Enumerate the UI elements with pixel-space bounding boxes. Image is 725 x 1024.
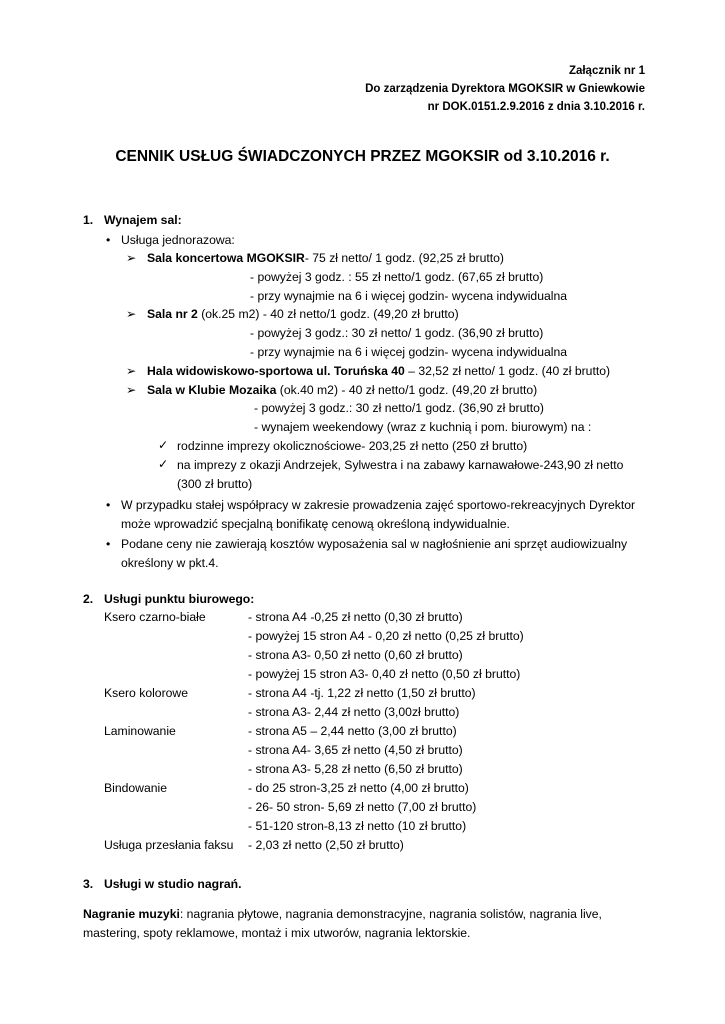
section-2-heading: Usługi punktu biurowego: xyxy=(104,592,255,606)
office-service-label: Bindowanie xyxy=(104,781,168,795)
mozaika-line xyxy=(147,381,537,400)
office-service-price: - strona A3- 2,44 zł netto (3,00zł brutto) xyxy=(248,705,460,719)
office-service-price: - strona A4 -tj. 1,22 zł netto (1,50 zł brutto) xyxy=(248,686,476,700)
office-service-price: - powyżej 15 stron A3- 0,40 zł netto (0,50 zł brutto) xyxy=(248,667,521,681)
checkmark-icon: ✓ xyxy=(158,438,169,452)
office-service-label: Laminowanie xyxy=(104,724,176,738)
sports-hall-price: – 32,52 zł netto/ 1 godz. (40 zł brutto) xyxy=(404,364,611,378)
office-service-price: - 26- 50 stron- 5,69 zł netto (7,00 zł brutto) xyxy=(248,800,477,814)
office-service-price: - strona A4- 3,65 zł netto (4,50 zł brutto) xyxy=(248,743,463,757)
page-title: CENNIK USŁUG ŚWIADCZONYCH PRZEZ MGOKSIR od 3.10.2016 r. xyxy=(115,148,610,165)
office-service-price: - powyżej 15 stron A4 - 0,20 zł netto (0,25 zł brutto) xyxy=(248,629,524,643)
office-service-price: - do 25 stron-3,25 zł netto (4,00 zł brutto) xyxy=(248,781,469,795)
room2-over3: - powyżej 3 godz.: 30 zł netto/ 1 godz. (36,90 zł brutto) xyxy=(250,326,544,340)
office-service-price: - strona A4 -0,25 zł netto (0,30 zł brutto) xyxy=(248,610,463,624)
bullet-icon: • xyxy=(106,537,111,551)
bullet-single-service: Usługa jednorazowa: xyxy=(121,233,235,247)
office-service-price: - strona A3- 0,50 zł netto (0,60 zł brutto) xyxy=(248,648,463,662)
mozaika-holiday-events: na imprezy z okazji Andrzejek, Sylwestra i na zabawy karnawałowe-243,90 zł netto xyxy=(177,458,624,472)
concert-hall-long: - przy wynajmie na 6 i więcej godzin- wycena indywidualna xyxy=(250,289,568,303)
checkmark-icon: ✓ xyxy=(158,457,169,471)
header-reference: nr DOK.0151.2.9.2016 z dnia 3.10.2016 r. xyxy=(427,101,645,113)
concert-hall-price: - 75 zł netto/ 1 godz. (92,25 zł brutto) xyxy=(304,251,504,265)
mozaika-price: (ok.40 m2) - 40 zł netto/1 godz. (49,20 zł brutto) xyxy=(276,383,538,397)
office-service-price: - 2,03 zł netto (2,50 zł brutto) xyxy=(248,838,404,852)
room2-size: (ok.25 m2) xyxy=(197,307,260,321)
office-service-price: - strona A5 – 2,44 netto (3,00 zł brutto) xyxy=(248,724,457,738)
sports-hall-name: Hala widowiskowo-sportowa ul. Toruńska 40 xyxy=(147,364,405,378)
bullet-cooperation-line2: może wprowadzić specjalną bonifikatę cenową określoną indywidualnie. xyxy=(121,517,510,531)
bullet-prices-note-line1: Podane ceny nie zawierają kosztów wyposażenia sal w nagłośnienie ani sprzęt audiowizualny xyxy=(121,537,628,551)
room2-name: Sala nr 2 xyxy=(147,307,198,321)
arrow-bullet-icon: ➢ xyxy=(126,364,137,378)
arrow-bullet-icon: ➢ xyxy=(126,307,137,321)
concert-hall-line xyxy=(147,249,504,268)
header-attachment-number: Załącznik nr 1 xyxy=(568,65,645,77)
section-2-number: 2. xyxy=(83,592,94,606)
room2-price: - 40 zł netto/1 godz. (49,20 zł brutto) xyxy=(259,307,459,321)
office-service-price: - strona A3- 5,28 zł netto (6,50 zł brutto) xyxy=(248,762,463,776)
mozaika-holiday-events-brutto: (300 zł brutto) xyxy=(177,477,253,491)
room2-long: - przy wynajmie na 6 i więcej godzin- wycena indywidualna xyxy=(250,345,568,359)
bullet-icon: • xyxy=(106,233,111,247)
bullet-cooperation-line1: W przypadku stałej współpracy w zakresie prowadzenia zajęć sportowo-rekreacyjnych Dyrektor xyxy=(121,498,636,512)
office-service-price: - 51-120 stron-8,13 zł netto (10 zł brutto) xyxy=(248,819,467,833)
bullet-prices-note-line2: określony w pkt.4. xyxy=(121,556,219,570)
mozaika-family-events: rodzinne imprezy okolicznościowe- 203,25 zł netto (250 zł brutto) xyxy=(177,439,528,453)
mozaika-over3: - powyżej 3 godz.: 30 zł netto/1 godz. (36,90 zł brutto) xyxy=(254,401,544,415)
bullet-icon: • xyxy=(106,498,111,512)
concert-hall-over3: - powyżej 3 godz. : 55 zł netto/1 godz. (67,65 zł brutto) xyxy=(250,270,544,284)
studio-paragraph-line1 xyxy=(83,905,602,924)
section-1-number: 1. xyxy=(83,213,94,227)
studio-paragraph-line2: mastering, spoty reklamowe, montaż i mix utworów, nagrania lektorskie. xyxy=(83,926,471,940)
office-service-label: Ksero czarno-białe xyxy=(104,610,206,624)
office-service-label: Ksero kolorowe xyxy=(104,686,188,700)
concert-hall-name: Sala koncertowa MGOKSIR xyxy=(147,251,305,265)
mozaika-name: Sala w Klubie Mozaika xyxy=(147,383,277,397)
section-1-heading: Wynajem sal: xyxy=(104,213,182,227)
section-3-heading: Usługi w studio nagrań. xyxy=(104,877,242,891)
office-service-label: Usługa przesłania faksu xyxy=(104,838,234,852)
studio-music-list: : nagrania płytowe, nagrania demonstracyjne, nagrania solistów, nagrania live, xyxy=(179,907,602,921)
mozaika-weekend: - wynajem weekendowy (wraz z kuchnią i pom. biurowym) na : xyxy=(254,420,592,434)
arrow-bullet-icon: ➢ xyxy=(126,251,137,265)
room2-line xyxy=(147,305,459,324)
arrow-bullet-icon: ➢ xyxy=(126,383,137,397)
studio-music-label: Nagranie muzyki xyxy=(83,907,180,921)
section-3-number: 3. xyxy=(83,877,94,891)
sports-hall-line xyxy=(147,362,610,381)
header-ordinance: Do zarządzenia Dyrektora MGOKSIR w Gniewkowie xyxy=(365,83,645,95)
